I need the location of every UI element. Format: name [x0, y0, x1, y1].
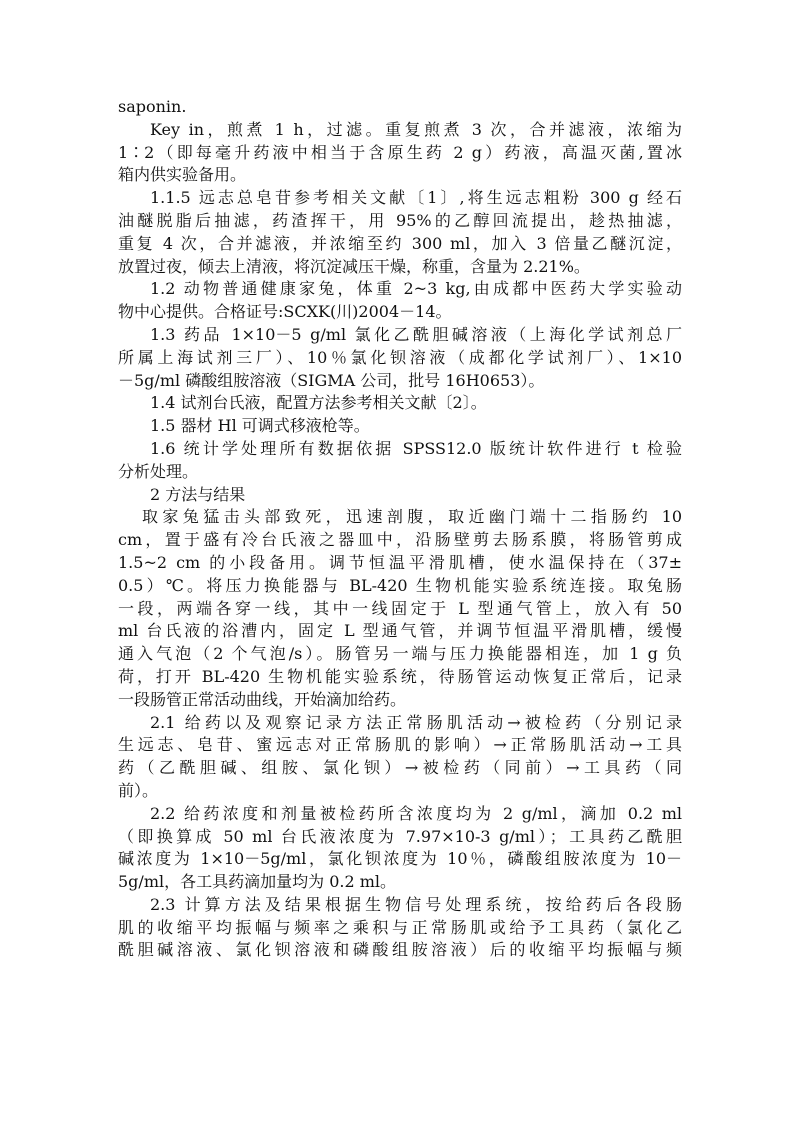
text-line: －5g/ml 磷酸组胺溶液（SIGMA 公司，批号 16H0653）。 [118, 370, 545, 390]
section-1-5: 1.5 器材 Hl 可调式移液枪等。 [150, 416, 370, 436]
text-line: 5g/ml，各工具药滴加量均为 0.2 ml。 [118, 872, 397, 892]
text-line: 物中心提供。合格证号:SCXK(川)2004－14。 [118, 302, 452, 322]
section-1-4: 1.4 试剂台氏液，配置方法参考相关文献〔2〕。 [150, 393, 487, 413]
text-line: 药（乙酰胆碱、组胺、氯化钡）→被检药（同前）→工具药（同 [118, 758, 682, 778]
text-line: 分析处理。 [118, 461, 199, 481]
text-line: 肌的收缩平均振幅与频率之乘积与正常肠肌或给予工具药（氯化乙 [118, 917, 682, 937]
section-2-heading: 2 方法与结果 [150, 484, 246, 504]
text-line: Key in，煎煮 1 h，过滤。重复煎煮 3 次，合并滤液，浓缩为 [150, 119, 682, 139]
text-line: 取家兔猛击头部致死，迅速剖腹，取近幽门端十二指肠约 10 [142, 507, 682, 527]
text-line: 酰胆碱溶液、氯化钡溶液和磷酸组胺溶液）后的收缩平均振幅与频 [118, 940, 682, 960]
section-1-3: 1.3 药品 1×10－5 g/ml 氯化乙酰胆碱溶液（上海化学试剂总厂 [150, 324, 682, 344]
text-line: 油醚脱脂后抽滤，药渣挥干，用 95%的乙醇回流提出，趁热抽滤， [118, 210, 682, 230]
text-line: 生远志、皂苷、蜜远志对正常肠肌的影响）→正常肠肌活动→工具 [118, 735, 682, 755]
text-line: ml 台氏液的浴漕内，固定 L 型通气管，并调节恒温平滑肌槽，缓慢 [118, 621, 682, 641]
text-line: 前）。 [118, 780, 159, 800]
text-line: saponin. [118, 97, 187, 116]
text-line: 碱浓度为 1×10－5g/ml，氯化钡浓度为 10％，磷酸组胺浓度为 10－ [118, 849, 682, 869]
section-1-2: 1.2 动物普通健康家兔，体重 2~3 kg,由成都中医药大学实验动 [150, 279, 682, 299]
text-line: 1∶2（即每毫升药液中相当于含原生药 2 g）药液，高温灭菌,置冰 [118, 142, 682, 162]
text-line: （即换算成 50 ml 台氏液浓度为 7.97×10-3 g/ml）；工具药乙酰胆 [118, 826, 682, 846]
section-2-3: 2.3 计算方法及结果根据生物信号处理系统，按给药后各段肠 [150, 894, 682, 914]
text-line: cm，置于盛有冷台氏液之器皿中，沿肠壁剪去肠系膜，将肠管剪成 [118, 530, 682, 550]
text-line: 所属上海试剂三厂）、10％氯化钡溶液（成都化学试剂厂）、1×10 [118, 347, 682, 367]
text-line: 一段，两端各穿一线，其中一线固定于 L 型通气管上，放入有 50 [118, 598, 682, 618]
text-line: 箱内供实验备用。 [118, 165, 247, 185]
text-line: 0.5）℃。将压力换能器与 BL-420 生物机能实验系统连接。取兔肠 [118, 575, 682, 595]
text-line: 通入气泡（2 个气泡/s）。肠管另一端与压力换能器相连，加 1 g 负 [118, 644, 682, 664]
document-page [118, 96, 682, 962]
text-line: 放置过夜，倾去上清液，将沉淀减压干燥，称重，含量为 2.21%。 [118, 256, 590, 276]
text-line: 一段肠管正常活动曲线，开始滴加给药。 [118, 689, 407, 709]
section-1-6: 1.6 统计学处理所有数据依据 SPSS12.0 版统计软件进行 t 检验 [150, 438, 682, 458]
section-2-2: 2.2 给药浓度和剂量被检药所含浓度均为 2 g/ml，滴加 0.2 ml [150, 803, 682, 823]
section-2-1: 2.1 给药以及观察记录方法正常肠肌活动→被检药（分别记录 [150, 712, 682, 732]
text-line: 荷，打开 BL-420 生物机能实验系统，待肠管运动恢复正常后，记录 [118, 666, 682, 686]
section-1-1-5: 1.1.5 远志总皂苷参考相关文献〔1〕,将生远志粗粉 300 g 经石 [150, 188, 682, 208]
text-line: 1.5~2 cm 的小段备用。调节恒温平滑肌槽，使水温保持在（37± [118, 552, 682, 572]
text-line: 重复 4 次，合并滤液，并浓缩至约 300 ml，加入 3 倍量乙醚沉淀， [118, 233, 682, 253]
